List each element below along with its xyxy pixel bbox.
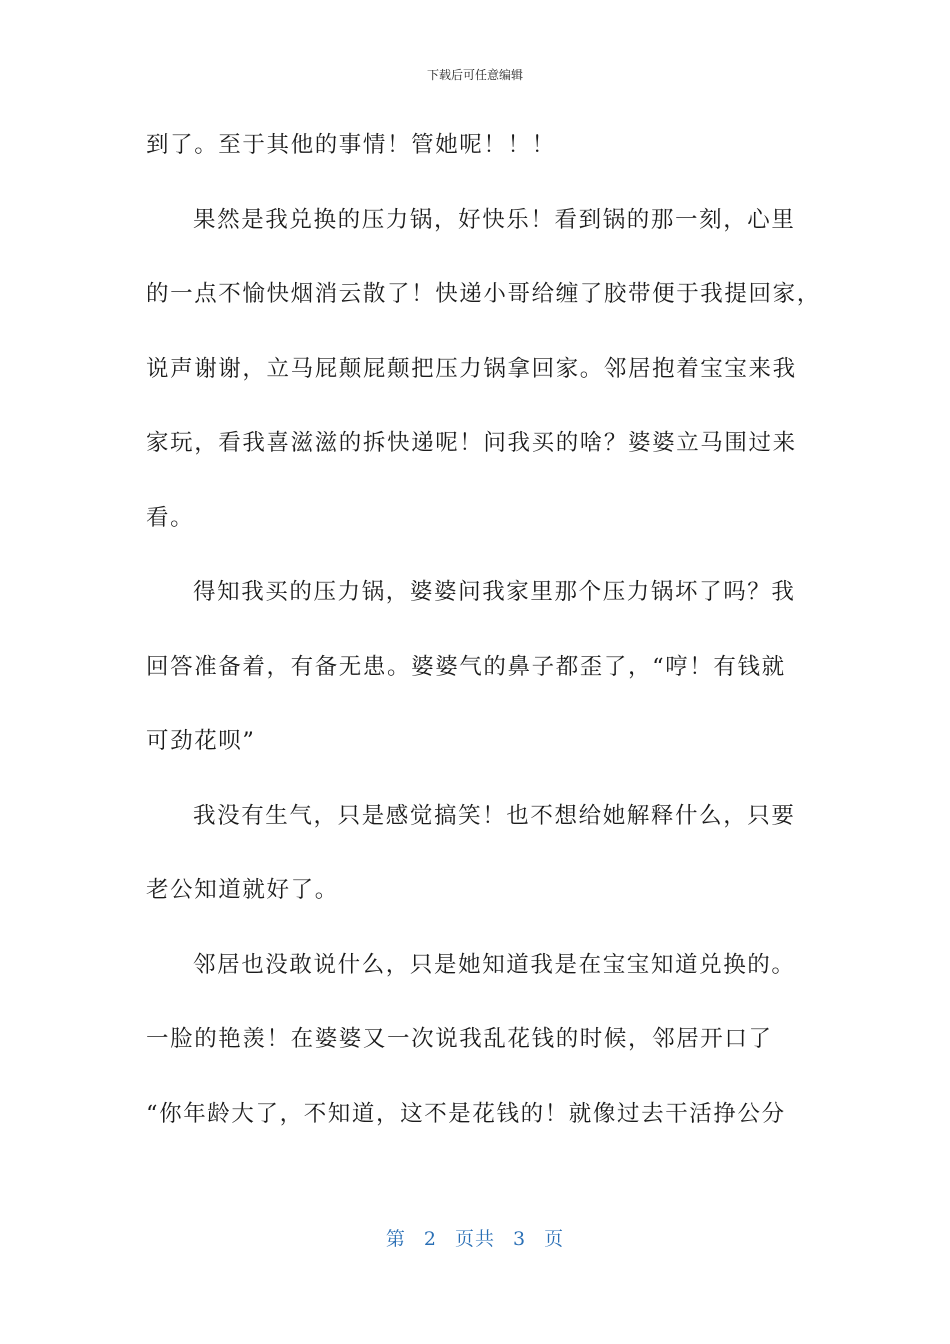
text-line: 回答准备着，有备无患。婆婆气的鼻子都歪了，“哼！有钱就 (146, 653, 786, 680)
text-line: 可劲花呗” (146, 728, 256, 754)
footer-suffix: 页 (544, 1228, 565, 1250)
text-line: “你年龄大了，不知道，这不是花钱的！就像过去干活挣公分 (146, 1100, 786, 1127)
text-line: 一脸的艳羡！在婆婆又一次说我乱花钱的时候，邻居开口了 (146, 1026, 773, 1052)
page-number-footer (0, 1224, 950, 1251)
text-line: 果然是我兑换的压力锅，好快乐！看到锅的那一刻，心里 (193, 206, 796, 233)
text-line: 到了。至于其他的事情！管她呢！！！ (146, 132, 556, 158)
page-header-note: 下载后可任意编辑 (426, 68, 523, 82)
text-line: 得知我买的压力锅，婆婆问我家里那个压力锅坏了吗？我 (193, 579, 796, 605)
text-line: 邻居也没敢说什么，只是她知道我是在宝宝知道兑换的。 (193, 951, 796, 978)
text-line: 家玩，看我喜滋滋的拆快递呢！问我买的啥？婆婆立马围过来 (146, 430, 797, 456)
text-line: 说声谢谢，立马屁颠屁颠把压力锅拿回家。邻居抱着宝宝来我 (146, 355, 797, 382)
current-page-number: 2 (423, 1228, 437, 1250)
footer-middle: 页共 (454, 1228, 495, 1250)
footer-prefix: 第 (385, 1228, 406, 1250)
document-body (146, 118, 821, 1161)
text-line: 我没有生气，只是感觉搞笑！也不想给她解释什么，只要 (193, 802, 796, 829)
total-pages-number: 3 (513, 1228, 527, 1250)
text-line: 老公知道就好了。 (146, 877, 339, 903)
text-line: 看。 (146, 504, 195, 531)
text-line: 的一点不愉快烟消云散了！快递小哥给缠了胶带便于我提回家， (146, 281, 821, 307)
